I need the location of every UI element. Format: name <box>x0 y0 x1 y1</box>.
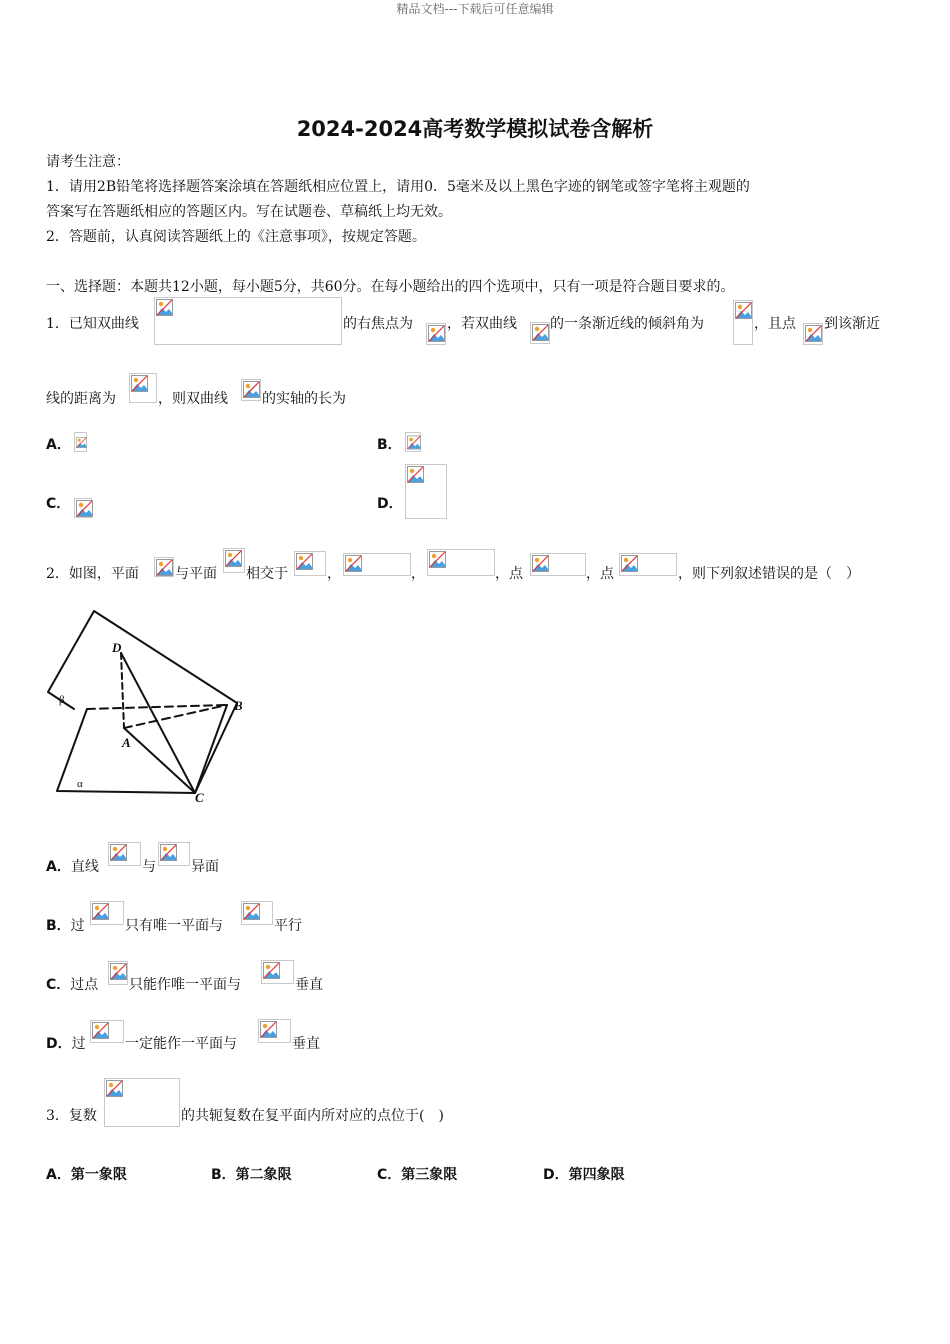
q3-option-c-text: C．第三象限 <box>377 1167 458 1183</box>
q2-option-a-label: A． <box>46 859 71 875</box>
q1-text-8: ，则双曲线 <box>158 391 228 407</box>
q2-option-b-text-3: 平行 <box>274 918 302 934</box>
broken-image-icon <box>345 555 362 572</box>
q1-option-c-label: C． <box>46 496 71 512</box>
broken-image-icon <box>243 903 260 920</box>
broken-image-icon <box>428 325 445 342</box>
q3-option-d-text: D．第四象限 <box>543 1167 625 1183</box>
q2-text-2: 与平面 <box>175 566 217 582</box>
formula-image <box>294 551 326 576</box>
broken-image-icon <box>106 1080 123 1097</box>
plane-beta-edge <box>48 611 237 793</box>
formula-image <box>405 464 447 519</box>
plane-label-alpha: α <box>77 778 83 790</box>
q1-text-4: 的一条渐近线的倾斜角为 <box>550 316 704 332</box>
point-label-b: B <box>234 698 243 713</box>
plane-label-beta: β <box>59 694 65 706</box>
formula-image <box>427 549 495 576</box>
broken-image-icon <box>76 500 93 517</box>
point-label-c: C <box>195 790 204 805</box>
q2-text-6: ，点 <box>495 566 523 582</box>
notice-heading: 请考生注意： <box>46 154 130 170</box>
broken-image-icon <box>156 559 173 576</box>
formula-image <box>154 297 342 345</box>
q3-text-2: 的共轭复数在复平面内所对应的点位于( ) <box>181 1108 444 1124</box>
formula-image <box>405 432 421 452</box>
q1-text-9: 的实轴的长为 <box>262 391 346 407</box>
line-dc <box>121 653 195 793</box>
line-da <box>121 653 124 728</box>
broken-image-icon <box>532 324 549 341</box>
formula-image <box>108 961 128 985</box>
q2-text-7: ，点 <box>586 566 614 582</box>
q2-option-b-label: B． <box>46 918 71 934</box>
formula-image <box>343 553 411 576</box>
q3-option-a <box>46 1165 127 1185</box>
broken-image-icon <box>621 555 638 572</box>
formula-image <box>261 960 294 984</box>
q1-text-2: 的右焦点为 <box>343 316 413 332</box>
q2-text-8: ，则下列叙述错误的是（ ） <box>678 566 860 582</box>
formula-image <box>108 842 141 866</box>
formula-image <box>803 323 823 345</box>
q2-text-1: 2．如图，平面 <box>46 566 139 582</box>
notice-item-1b: 答案写在答题纸相应的答题区内。写在试题卷、草稿纸上均无效。 <box>46 204 452 220</box>
broken-image-icon <box>532 555 549 572</box>
q2-option-b-text-2: 只有唯一平面与 <box>125 918 223 934</box>
geometry-figure <box>40 603 260 808</box>
broken-image-icon <box>131 375 148 392</box>
q2-option-c <box>46 975 98 995</box>
formula-image <box>733 300 753 345</box>
formula-image <box>129 373 157 403</box>
q2-option-c-label: C． <box>46 977 71 993</box>
q2-option-a-text-3: 异面 <box>191 859 219 875</box>
broken-image-icon <box>263 962 280 979</box>
point-label-a: A <box>122 735 131 750</box>
notice-item-2: 2．答题前，认真阅读答题纸上的《注意事项》，按规定答题。 <box>46 229 426 245</box>
page-header: 精品文档---下载后可任意编辑 <box>396 2 554 16</box>
q3-option-c <box>377 1165 457 1185</box>
broken-image-icon <box>92 903 109 920</box>
formula-image <box>426 323 446 345</box>
broken-image-icon <box>76 434 87 451</box>
q2-option-b-text-1: 过 <box>70 918 85 934</box>
broken-image-icon <box>735 302 752 319</box>
formula-image <box>74 498 92 518</box>
q2-option-d-text-2: 一定能作一平面与 <box>125 1036 237 1052</box>
q3-option-b <box>211 1165 292 1185</box>
formula-image <box>530 322 550 344</box>
broken-image-icon <box>110 844 127 861</box>
broken-image-icon <box>225 550 242 567</box>
q3-option-d <box>543 1165 625 1185</box>
broken-image-icon <box>260 1021 277 1038</box>
point-label-d: D <box>112 640 122 655</box>
formula-image <box>223 548 245 573</box>
q2-option-d <box>46 1034 86 1054</box>
broken-image-icon <box>160 844 177 861</box>
formula-image <box>619 553 677 576</box>
q1-text-3: ，若双曲线 <box>447 316 517 332</box>
formula-image <box>241 379 261 401</box>
q2-option-d-label: D． <box>46 1036 72 1052</box>
q1-text-5: ，且点 <box>754 316 796 332</box>
q2-option-c-text-2: 只能作唯一平面与 <box>129 977 241 993</box>
line-ac <box>124 728 195 793</box>
q2-option-d-text-3: 垂直 <box>292 1036 320 1052</box>
formula-image <box>158 842 190 866</box>
broken-image-icon <box>156 299 173 316</box>
notice-item-1a: 1．请用2B铅笔将选择题答案涂填在答题纸相应位置上，请用0．5毫米及以上黑色字迹的钢笔或签字笔将主观题的 <box>46 179 750 195</box>
line-intersection <box>87 705 227 709</box>
formula-image <box>258 1019 291 1043</box>
q2-option-a-text-1: 直线 <box>70 859 99 875</box>
q2-text-4: ， <box>327 566 341 582</box>
q2-option-d-text-1: 过 <box>71 1036 86 1052</box>
formula-image <box>74 432 87 452</box>
broken-image-icon <box>407 434 421 451</box>
q2-option-b <box>46 916 85 936</box>
q1-option-d-label: D． <box>377 496 403 512</box>
broken-image-icon <box>805 325 822 342</box>
q2-option-c-text-1: 过点 <box>70 977 99 993</box>
broken-image-icon <box>429 551 446 568</box>
broken-image-icon <box>243 381 260 398</box>
q1-text-7: 线的距离为 <box>46 391 116 407</box>
formula-image <box>530 553 586 576</box>
section-heading: 一、选择题：本题共12小题，每小题5分，共60分。在每小题给出的四个选项中，只有一项是符合题目要求的。 <box>46 279 735 295</box>
formula-image <box>154 557 174 577</box>
q2-text-5: ， <box>411 566 425 582</box>
line-bc <box>195 705 227 793</box>
broken-image-icon <box>110 963 127 980</box>
q3-option-b-text: B．第二象限 <box>211 1167 292 1183</box>
formula-image <box>90 1020 124 1043</box>
q2-option-c-text-3: 垂直 <box>295 977 323 993</box>
q1-text-6: 到该渐近 <box>824 316 880 332</box>
page-title: 2024-2024高考数学模拟试卷含解析 <box>296 117 654 141</box>
q1-option-a-label: A． <box>46 437 71 453</box>
broken-image-icon <box>296 553 313 570</box>
broken-image-icon <box>92 1022 109 1039</box>
q1-text-1: 1．已知双曲线 <box>46 316 139 332</box>
formula-image <box>104 1078 180 1127</box>
q3-text-1: 3．复数 <box>46 1108 97 1124</box>
q2-option-a <box>46 857 99 877</box>
broken-image-icon <box>407 466 424 483</box>
formula-image <box>90 901 124 925</box>
q3-option-a-text: A．第一象限 <box>46 1167 127 1183</box>
formula-image <box>241 901 273 925</box>
q2-text-3: 相交于 <box>246 566 288 582</box>
q2-option-a-text-2: 与 <box>142 859 156 875</box>
q1-option-b-label: B． <box>377 437 402 453</box>
